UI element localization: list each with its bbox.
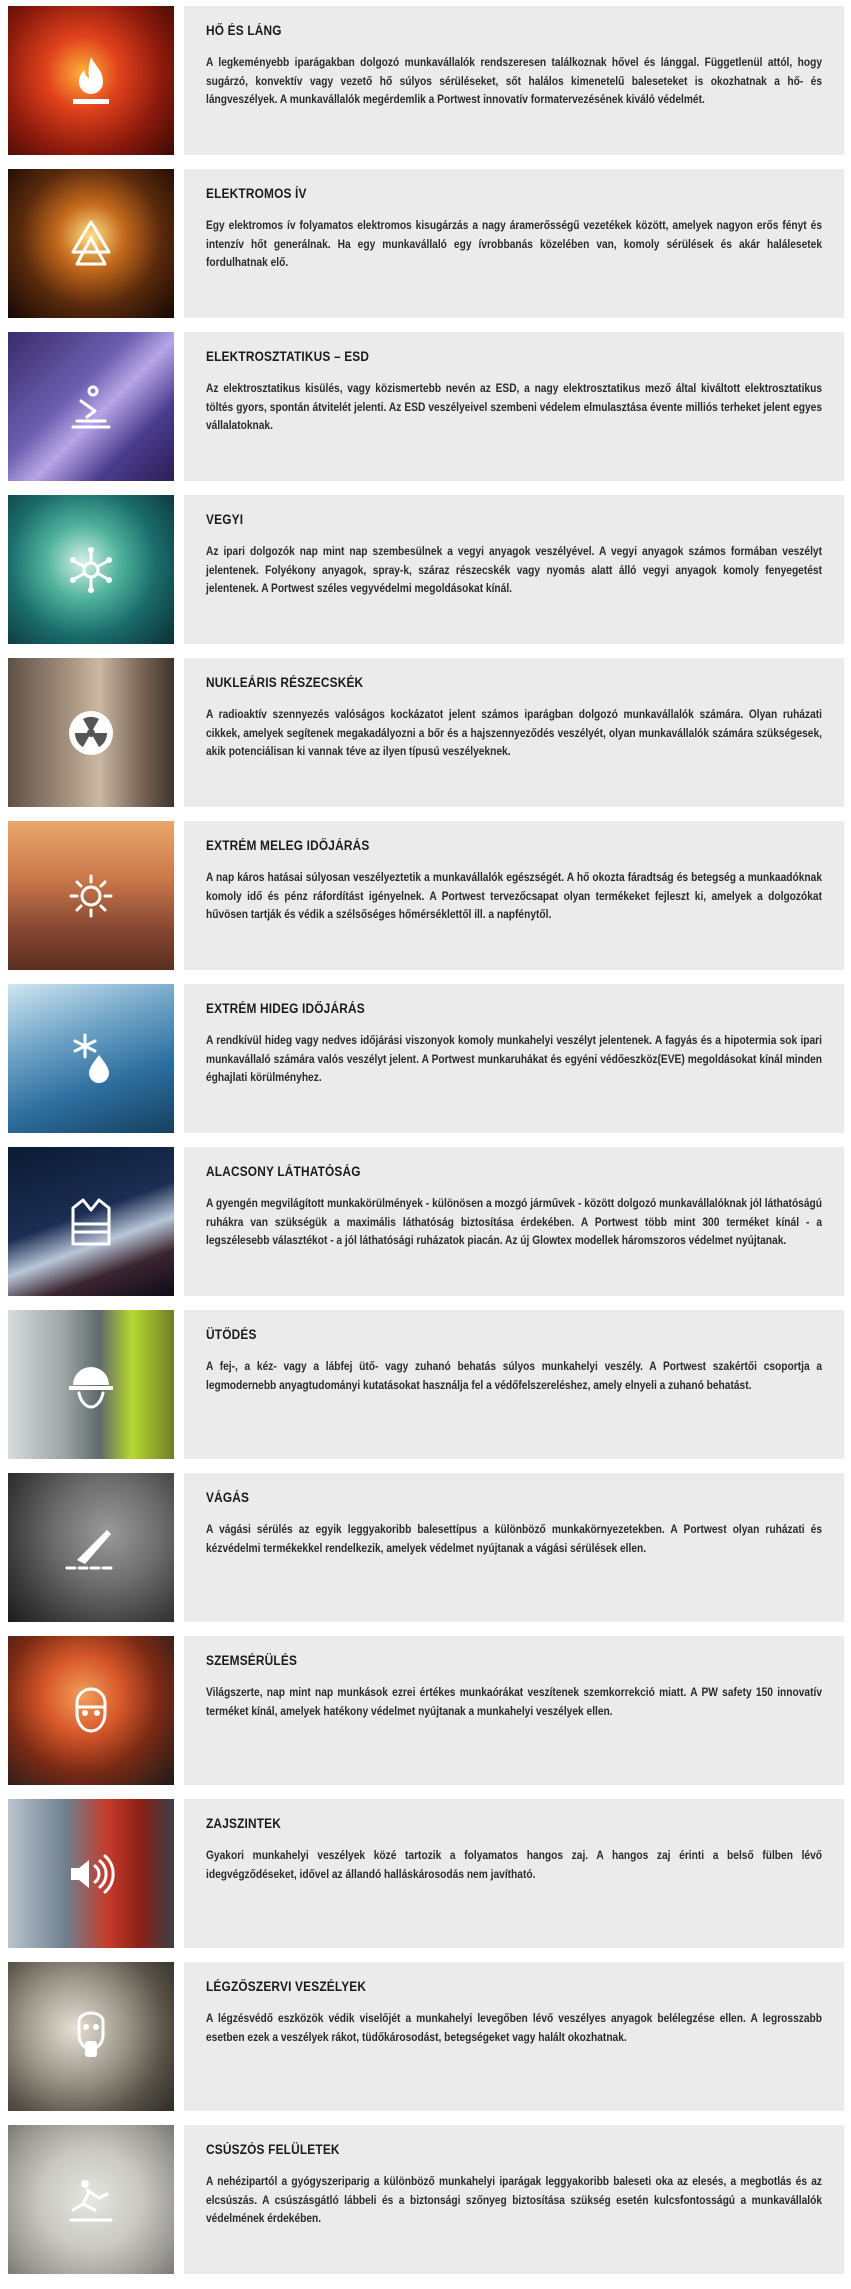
- hazard-row-electric-arc: [8, 169, 844, 318]
- hazard-title: HŐ ÉS LÁNG: [206, 23, 282, 38]
- gas-mask-icon: [59, 2005, 123, 2069]
- hazard-photo: [8, 1799, 174, 1948]
- hazard-description: A legkeményebb iparágakban dolgozó munkavállalók rendszeresen találkoznak hővel és lánggal. Függetlenül attól, hogy sugárzó, konvektív vagy vezető hő súlyos sérüléseket, sőt halálos kimenetelű baleseteket is okozhatnak a hő- és lángveszélyek. A munkavállalók megérdemlik a Portwest innovatív formatervezésének kiváló védelmét.: [206, 56, 822, 106]
- hazard-photo: [8, 984, 174, 1133]
- hi-vis-vest-icon: [59, 1190, 123, 1254]
- hazard-title: ÜTŐDÉS: [206, 1327, 257, 1342]
- hazard-row-impact: [8, 1310, 844, 1459]
- hazard-text-panel: [184, 495, 844, 644]
- hazard-description: A fej-, a kéz- vagy a lábfej ütő- vagy zuhanó behatás súlyos munkahelyi veszély. A Portwest szakértői csoportja a legmodernebb anyagtudományi kutatásokat használja fel a védőfelszereléshez, amely elnyeli a zuhanó behatást.: [206, 1360, 822, 1392]
- hazard-title: ALACSONY LÁTHATÓSÁG: [206, 1164, 361, 1179]
- hazard-photo: [8, 1636, 174, 1785]
- hazard-description: Az elektrosztatikus kisülés, vagy közismertebb nevén az ESD, a nagy elektrosztatikus mező által kiváltott elektrosztatikus töltés gyors, spontán átvitelét jelenti. Az ESD veszélyeivel szembeni védelem elmulasztása évente milliós terheket jelent egyes vállalatoknak.: [206, 382, 822, 432]
- hazard-title: NUKLEÁRIS RÉSZECSKÉK: [206, 675, 364, 690]
- hazard-text-panel: [184, 821, 844, 970]
- hazard-text-panel: [184, 1310, 844, 1459]
- speaker-noise-icon: [59, 1842, 123, 1906]
- hazard-text-panel: [184, 169, 844, 318]
- hazard-row-heat-flame: [8, 6, 844, 155]
- hard-hat-head-icon: [59, 1353, 123, 1417]
- hazard-description: A nap káros hatásai súlyosan veszélyeztetik a munkavállalók egészségét. A hő okozta fáradtság és betegség a munkaadóknak komoly idő és pénz ráfordítást igényelnek. A Portwest tervezőcsapat olyan termékeket fejleszt ki, amelyek a dolgozókat hűvösen tartják és védik a szélsőséges hőmérséklettől ill. a napfénytől.: [206, 871, 822, 921]
- hazard-row-slippery: [8, 2125, 844, 2274]
- hazard-description: Gyakori munkahelyi veszélyek közé tartozik a folyamatos hangos zaj. A hangos zaj érinti a belső fülben lévő idegvégződéseket, idővel az állandó halláskárosodás nem javítható.: [206, 1849, 822, 1881]
- hazard-description: A légzésvédő eszközök védik viselőjét a munkahelyi levegőben lévő veszélyes anyagok belélegzése ellen. A legrosszabb esetben ezek a veszélyek rákot, tüdőkárosodást, betegségeket vagy halált okozhatnak.: [206, 2012, 822, 2044]
- hazard-row-chemical: [8, 495, 844, 644]
- hazard-title: LÉGZŐSZERVI VESZÉLYEK: [206, 1979, 367, 1994]
- hazard-photo: [8, 1473, 174, 1622]
- hazard-description: Az ipari dolgozók nap mint nap szembesülnek a vegyi anyagok veszélyével. A vegyi anyagok számos formában veszélyt jelentenek. Folyékony anyagok, spray-k, száraz részecskék vagy nyomás alatt álló vegyi anyagok komoly fenyegetést jelentenek. A Portwest széles vegyvédelmi megoldásokat kínál.: [206, 545, 822, 595]
- hazard-description: A nehézipartól a gyógyszeriparig a különböző munkahelyi iparágak leggyakoribb baleseti oka az elesés, a megbotlás és az elcsúszás. A csúszásgátló lábbeli és a biztonsági szőnyeg biztosítása szükség esetén kulcsfontosságú a munkavállalók védelmének érdekében.: [206, 2175, 822, 2225]
- hazard-photo: [8, 821, 174, 970]
- hazard-text-panel: [184, 1473, 844, 1622]
- hazard-text-panel: [184, 2125, 844, 2274]
- hazard-title: EXTRÉM MELEG IDŐJÁRÁS: [206, 838, 370, 853]
- hazard-photo: [8, 1962, 174, 2111]
- slip-fall-icon: [59, 2168, 123, 2232]
- hazard-title: SZEMSÉRÜLÉS: [206, 1653, 298, 1668]
- hazard-photo: [8, 495, 174, 644]
- hazard-row-noise: [8, 1799, 844, 1948]
- hazard-title: ZAJSZINTEK: [206, 1816, 282, 1831]
- electrostatic-icon: [59, 375, 123, 439]
- hazard-photo: [8, 658, 174, 807]
- hazard-description: Egy elektromos ív folyamatos elektromos kisugárzás a nagy áramerősségű vezetékek között, amelyek nagyon erős fényt és intenzív hőt generálnak. Ha egy munkavállaló egy ívrobbanás közelében van, komoly sérülések és akár halálesetek fordulhatnak elő.: [206, 219, 822, 269]
- hazard-photo: [8, 1310, 174, 1459]
- flame-hazard-icon: [59, 49, 123, 113]
- hazard-photo: [8, 1147, 174, 1296]
- hazard-text-panel: [184, 984, 844, 1133]
- hazard-row-low-visibility: [8, 1147, 844, 1296]
- hazard-title: VÁGÁS: [206, 1490, 250, 1505]
- hazard-title: VEGYI: [206, 512, 244, 527]
- radiation-icon: [59, 701, 123, 765]
- electric-arc-icon: [59, 212, 123, 276]
- hazard-text-panel: [184, 332, 844, 481]
- hazard-title: ELEKTROSZTATIKUS – ESD: [206, 349, 370, 364]
- hazard-text-panel: [184, 6, 844, 155]
- blade-cut-icon: [59, 1516, 123, 1580]
- hazard-row-eye-injury: [8, 1636, 844, 1785]
- hazard-text-panel: [184, 1962, 844, 2111]
- hazard-description: A gyengén megvilágított munkakörülmények - különösen a mozgó járművek - között dolgozó munkavállalóknak jól láthatóságú ruhákra van szükségük a maximális láthatóság biztosítása érdekében. A Portwest több mint 300 terméket kínál - a legszélesebb választékot - a jól láthatósági ruházatok piacán. Az új Glowtex modellek háromszoros védelmet nyújtanak.: [206, 1197, 822, 1247]
- hazard-title: ELEKTROMOS ÍV: [206, 186, 307, 201]
- hazard-photo: [8, 6, 174, 155]
- hazard-description: A rendkívül hideg vagy nedves időjárási viszonyok komoly munkahelyi veszélyt jelentenek. A fagyás és a hipotermia sok ipari munkavállaló számára valós veszélyt jelent. A Portwest munkaruhákat és egyéni védőeszköz(EVE) megoldásokat kínál minden éghajlati körülményhez.: [206, 1034, 822, 1084]
- hazard-row-esd: [8, 332, 844, 481]
- hazard-description: A radioaktív szennyezés valóságos kockázatot jelent számos iparágban dolgozó munkavállalók számára. Olyan ruházati cikkek, amelyek segítenek megakadályozni a bőr és a hajszennyeződés veszélyét, olyan munkavállalók számára szükségesek, akik potenciálisan ki vannak téve az ilyen típusú veszélyeknek.: [206, 708, 822, 758]
- hazard-text-panel: [184, 1636, 844, 1785]
- hazard-photo: [8, 169, 174, 318]
- hazard-row-extreme-heat: [8, 821, 844, 970]
- chemical-molecule-icon: [59, 538, 123, 602]
- hazard-text-panel: [184, 1147, 844, 1296]
- hazard-description: A vágási sérülés az egyik leggyakoribb balesettípus a különböző munkakörnyezetekben. A Portwest olyan ruházati és kézvédelmi termékekkel rendelkezik, amelyek védelmet nyújtanak a vágási sérülések ellen.: [206, 1523, 822, 1555]
- hazard-photo: [8, 332, 174, 481]
- hazard-row-extreme-cold: [8, 984, 844, 1133]
- hazard-text-panel: [184, 658, 844, 807]
- hazard-title: CSÚSZÓS FELÜLETEK: [206, 2142, 340, 2157]
- hazard-photo: [8, 2125, 174, 2274]
- face-shield-icon: [59, 1679, 123, 1743]
- hazard-description: Világszerte, nap mint nap munkások ezrei értékes munkaórákat veszítenek szemkorrekció miatt. A PW safety 150 innovatív terméket kínál, amelyek hatékony védelmet nyújtanak a munkahelyi veszélyek ellen.: [206, 1686, 822, 1718]
- snowflake-drop-icon: [59, 1027, 123, 1091]
- sun-icon: [59, 864, 123, 928]
- hazard-title: EXTRÉM HIDEG IDŐJÁRÁS: [206, 1001, 365, 1016]
- hazard-row-respiratory: [8, 1962, 844, 2111]
- hazard-row-nuclear: [8, 658, 844, 807]
- hazard-text-panel: [184, 1799, 844, 1948]
- hazard-row-cut: [8, 1473, 844, 1622]
